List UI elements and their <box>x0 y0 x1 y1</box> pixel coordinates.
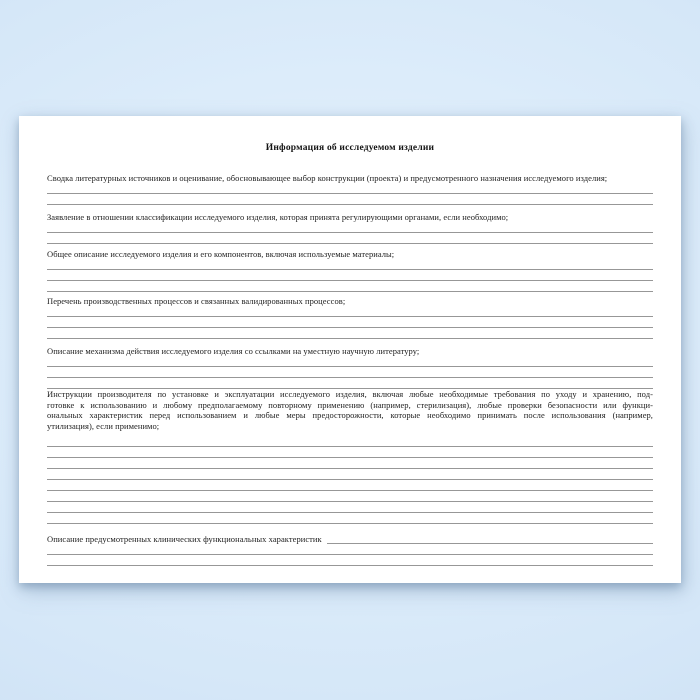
blank-write-line <box>47 458 653 469</box>
blank-write-lines <box>47 183 653 205</box>
section-manufacturing-processes <box>47 296 653 339</box>
field-label-manufacturing-processes: Перечень производственных процессов и связанных валидированных процессов; <box>47 296 346 306</box>
blank-write-line <box>47 222 653 233</box>
blank-write-lines <box>47 544 653 566</box>
section-literature-summary <box>47 173 653 205</box>
blank-write-line <box>47 447 653 458</box>
blank-write-lines <box>47 436 653 524</box>
section-general-description <box>47 249 653 292</box>
blank-write-line <box>47 233 653 244</box>
field-label-clinical-performance: Описание предусмотренных клинических функциональных характеристик <box>47 534 322 544</box>
blank-write-line <box>47 491 653 502</box>
blank-write-line <box>47 317 653 328</box>
blank-write-line <box>47 259 653 270</box>
blank-write-line <box>47 183 653 194</box>
section-mechanism-of-action <box>47 346 653 389</box>
blank-write-line <box>47 194 653 205</box>
document-title: Информация об исследуемом изделии <box>265 143 435 153</box>
blank-write-line <box>47 367 653 378</box>
blank-write-line <box>47 502 653 513</box>
blank-write-line <box>47 378 653 389</box>
instructions-paragraph-line: готовке к использованию и любому предполагаемому повторному применению (например, стерилизация), любые проверки безопасности или функци- <box>47 399 653 410</box>
field-label-literature-summary: Сводка литературных источников и оценивание, обосновывающее выбор конструкции (проекта) и предусмотренного назначения исследуемого изделия; <box>47 173 608 183</box>
blank-write-line <box>47 555 653 566</box>
field-label-classification-statement: Заявление в отношении классификации исследуемого изделия, которая принята регулирующими органами, если необходимо; <box>47 212 509 222</box>
blank-write-lines <box>47 222 653 244</box>
blank-write-line <box>47 356 653 367</box>
blank-write-lines <box>47 259 653 292</box>
blank-write-line <box>47 270 653 281</box>
blank-write-line <box>47 544 653 555</box>
section-clinical-performance <box>47 534 653 566</box>
blank-write-line <box>47 281 653 292</box>
instructions-paragraph-line: утилизация), если применимо; <box>47 420 160 431</box>
blank-write-line <box>47 480 653 491</box>
field-label-mechanism-of-action: Описание механизма действия исследуемого изделия со ссылками на уместную научную литературу; <box>47 346 420 356</box>
instructions-paragraph-line: Инструкции производителя по установке и эксплуатации исследуемого изделия, включая любые необходимые требования по уходу и хранению, под- <box>47 389 653 399</box>
blank-write-line <box>47 436 653 447</box>
blank-write-line <box>47 306 653 317</box>
blank-write-lines <box>47 356 653 389</box>
blank-write-line <box>47 328 653 339</box>
blank-write-line <box>47 513 653 524</box>
clinical-performance-row <box>47 534 653 544</box>
inline-write-line <box>327 534 653 544</box>
section-manufacturer-instructions <box>47 389 653 524</box>
instructions-paragraph-line: ональных характеристик перед использованием и любые меры предосторожности, которые необходимо принимать после использования (например, <box>47 410 653 420</box>
field-label-general-description: Общее описание исследуемого изделия и его компонентов, включая используемые материалы; <box>47 249 395 259</box>
section-classification-statement <box>47 212 653 244</box>
blank-write-lines <box>47 306 653 339</box>
blank-write-line <box>47 469 653 480</box>
document-page <box>19 116 681 583</box>
